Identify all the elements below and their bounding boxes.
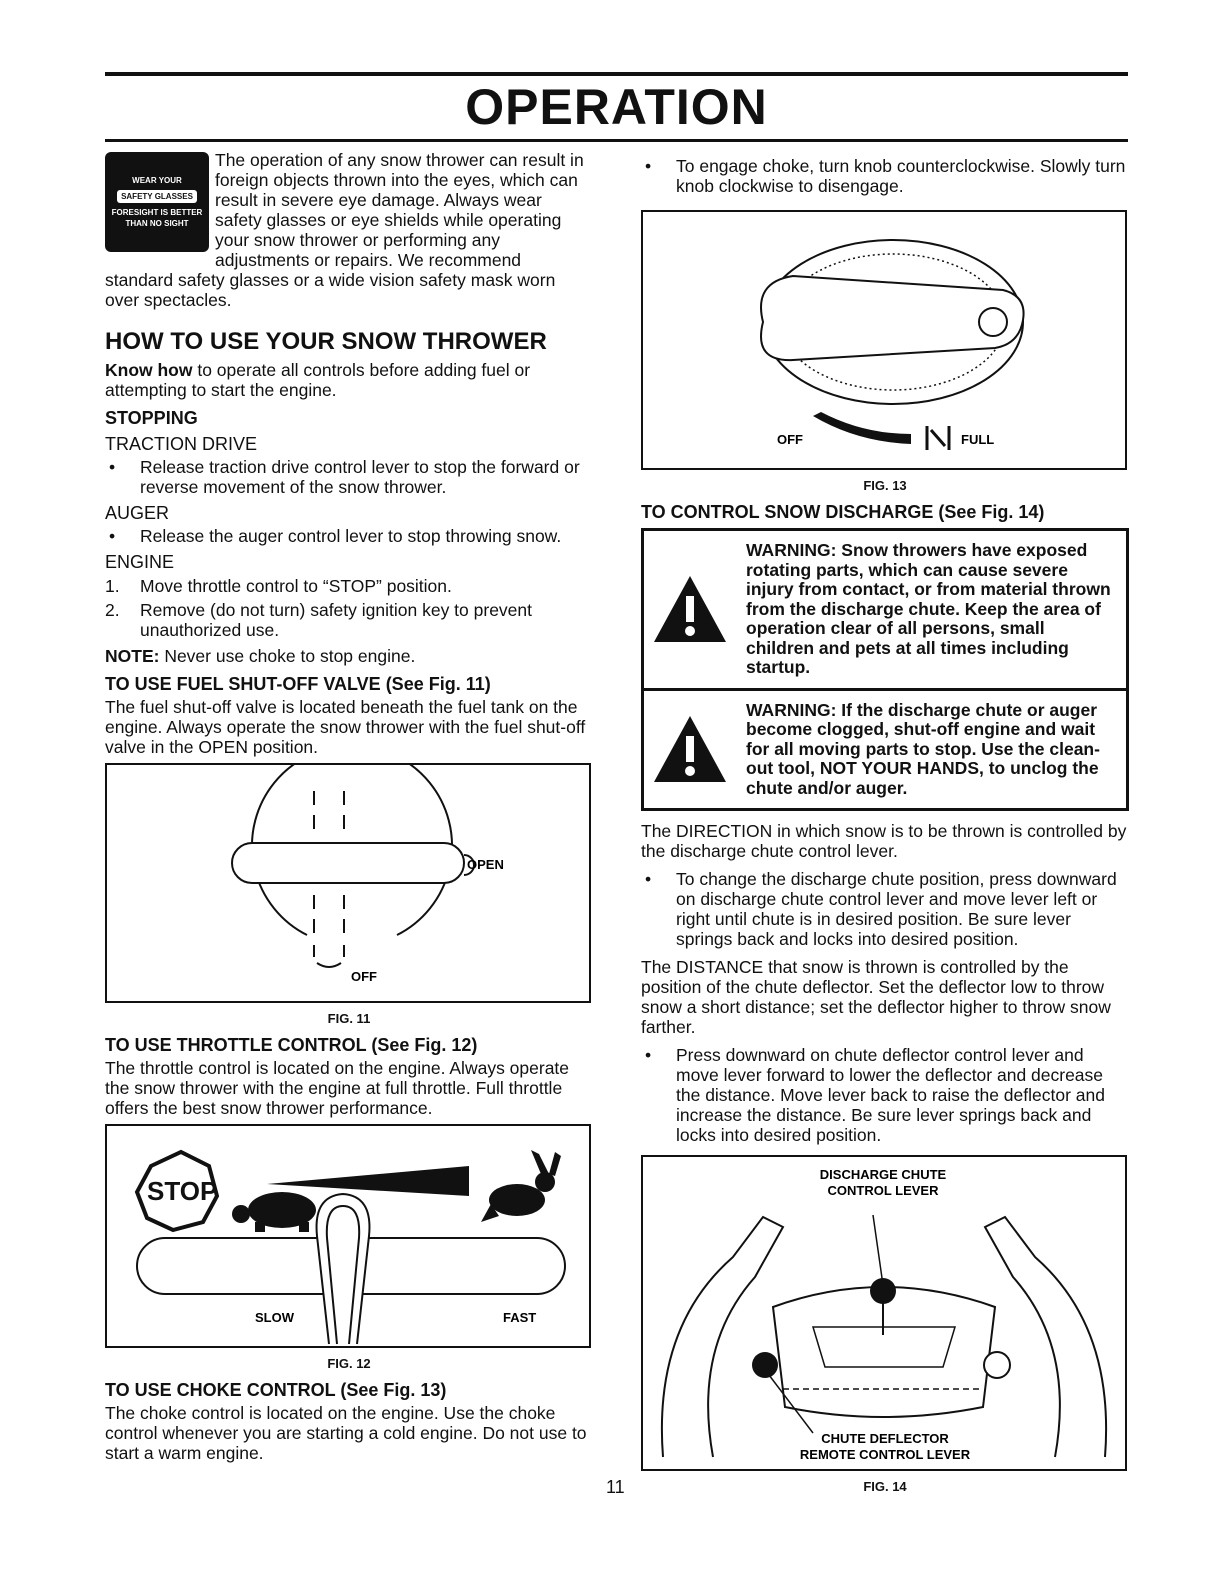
traction-bullet: • Release traction drive control lever to stop the forward or reverse movement of the snow thrower. xyxy=(105,457,593,497)
distance-text: The DISTANCE that snow is thrown is controlled by the position of the chute deflector. Set the deflector low to throw snow a short distance; set the deflector higher to throw snow farther. xyxy=(641,957,1111,1037)
safety-notice xyxy=(105,150,593,310)
engine-step xyxy=(105,576,593,596)
choke-symbol-icon xyxy=(927,426,949,450)
engine-heading: ENGINE xyxy=(105,552,175,572)
note-paragraph xyxy=(105,646,593,666)
left-column xyxy=(105,150,593,1463)
fig13-full-label: FULL xyxy=(961,432,995,447)
fig11-off-label: OFF xyxy=(351,969,377,984)
stop-sign-label: STOP xyxy=(147,1176,218,1206)
fig13-choke-diagram xyxy=(641,210,1127,470)
choke-knob-illustration xyxy=(643,212,1125,468)
fig12-caption: FIG. 12 xyxy=(327,1356,371,1371)
choke-text: The choke control is located on the engine. Use the choke control whenever you are starting a cold engine. Do not use to start a warm engine. xyxy=(105,1403,587,1463)
choke-bullet: • To engage choke, turn knob counterclockwise. Slowly turn knob clockwise to disengage. xyxy=(641,156,1129,196)
rabbit-icon xyxy=(481,1150,561,1222)
fig11-caption: FIG. 11 xyxy=(327,1011,371,1026)
fuel-valve-illustration xyxy=(107,765,589,1001)
fig14-label-control-lever: CONTROL LEVER xyxy=(827,1183,939,1198)
safety-icon-line1: WEAR YOUR xyxy=(132,176,182,185)
turtle-icon xyxy=(232,1192,316,1232)
throttle-heading: TO USE THROTTLE CONTROL (See Fig. 12) xyxy=(105,1035,478,1055)
know-how-rest: to operate all controls before adding fuel or attempting to start the engine. xyxy=(105,360,531,400)
direction-text: The DIRECTION in which snow is to be thrown is controlled by the discharge chute control lever. xyxy=(641,821,1127,861)
choke-heading: TO USE CHOKE CONTROL (See Fig. 13) xyxy=(105,1380,447,1400)
engine-step-number: 2. xyxy=(105,600,120,620)
safety-icon-line2: SAFETY GLASSES xyxy=(117,190,197,203)
fig12-slow-label: SLOW xyxy=(255,1310,294,1325)
page-title: OPERATION xyxy=(465,79,768,135)
fig11-fuel-valve-diagram xyxy=(105,763,591,1003)
warning-text-rotating-parts: WARNING: Snow throwers have exposed rotating parts, which can cause severe injury from contact, or from material thrown from the discharge chute. Keep the area of operation clear of all persons, small children and pets at all times including startup. xyxy=(746,540,1111,677)
right-column xyxy=(641,150,1129,1503)
safety-icon-line3: FORESIGHT IS BETTER THAN NO SIGHT xyxy=(111,208,203,228)
warning-text-clogged-chute: WARNING: If the discharge chute or auger become clogged, shut-off engine and wait for all moving parts to stop. Use the clean-out tool, NOT YOUR HANDS, to unclog the chute and/or auger. xyxy=(746,699,1100,798)
fig14-label-discharge-chute: DISCHARGE CHUTE xyxy=(819,1167,947,1182)
auger-bullet: • Release the auger control lever to stop throwing snow. xyxy=(105,526,593,546)
fig14-label-chute-deflector: CHUTE DEFLECTOR xyxy=(821,1431,949,1446)
engine-step-text: Move throttle control to “STOP” position. xyxy=(140,576,452,596)
warning-box-rotating-parts xyxy=(641,528,1129,691)
know-how-paragraph xyxy=(105,360,593,400)
stopping-heading: STOPPING xyxy=(105,408,198,428)
chute-deflector-lever-knob xyxy=(752,1352,778,1378)
traction-heading: TRACTION DRIVE xyxy=(105,434,258,454)
fig11-open-label: OPEN xyxy=(467,857,504,872)
throttle-text: The throttle control is located on the engine. Always operate the snow thrower with the engine at full throttle. Full throttle offers the best snow thrower performance. xyxy=(105,1058,570,1118)
direction-bullet: • To change the discharge chute position, press downward on discharge chute control lever and move lever left or right until chute is in desired position. Be sure lever springs back and locks into desired position. xyxy=(641,869,1129,949)
fig14-label-remote-control-lever: REMOTE CONTROL LEVER xyxy=(799,1447,971,1462)
warning-triangle-icon xyxy=(650,712,730,786)
know-how-bold: Know how xyxy=(105,360,193,380)
fig13-off-label: OFF xyxy=(777,432,803,447)
fig14-discharge-diagram xyxy=(641,1155,1127,1471)
auger-heading: AUGER xyxy=(105,503,170,523)
note-rest: Never use choke to stop engine. xyxy=(159,646,416,666)
engine-step-number: 1. xyxy=(105,576,120,596)
header-rule-top xyxy=(105,72,1128,76)
fig13-caption: FIG. 13 xyxy=(863,478,907,493)
fig14-caption: FIG. 14 xyxy=(863,1479,907,1494)
fig12-fast-label: FAST xyxy=(503,1310,537,1325)
page-number: 11 xyxy=(606,1477,625,1497)
header-rule-bottom xyxy=(105,139,1128,142)
fuel-valve-text: The fuel shut-off valve is located beneath the fuel tank on the engine. Always operate the snow thrower with the fuel shut-off valve in the OPEN position. xyxy=(105,697,586,757)
throttle-wedge xyxy=(267,1166,469,1196)
warning-triangle-icon xyxy=(650,572,730,646)
fuel-valve-heading: TO USE FUEL SHUT-OFF VALVE (See Fig. 11) xyxy=(105,674,491,694)
choke-direction-arrow xyxy=(813,412,911,444)
how-to-heading: HOW TO USE YOUR SNOW THROWER xyxy=(105,328,547,355)
engine-step xyxy=(105,600,593,640)
engine-step-text: Remove (do not turn) safety ignition key to prevent unauthorized use. xyxy=(140,600,533,640)
discharge-heading: TO CONTROL SNOW DISCHARGE (See Fig. 14) xyxy=(641,502,1045,522)
snow-thrower-handles-illustration xyxy=(643,1157,1125,1469)
throttle-illustration xyxy=(107,1126,589,1346)
safety-glasses-icon xyxy=(105,152,209,252)
fig12-throttle-diagram xyxy=(105,1124,591,1348)
warning-box-clogged-chute xyxy=(641,688,1129,812)
note-bold: NOTE: xyxy=(105,646,160,666)
distance-bullet: • Press downward on chute deflector control lever and move lever forward to lower the deflector and decrease the distance. Move lever back to raise the deflector and increase the distance. Be sure lever springs back and locks into desired position. xyxy=(641,1045,1129,1145)
safety-text: The operation of any snow thrower can result in foreign objects thrown into the eyes, which can result in severe eye damage. Always wear safety glasses or eye shields while operating your snow thrower or performing any adjustments or repairs. We recommend standard safety glasses or a wide vision safety mask worn over spectacles. xyxy=(105,150,584,310)
